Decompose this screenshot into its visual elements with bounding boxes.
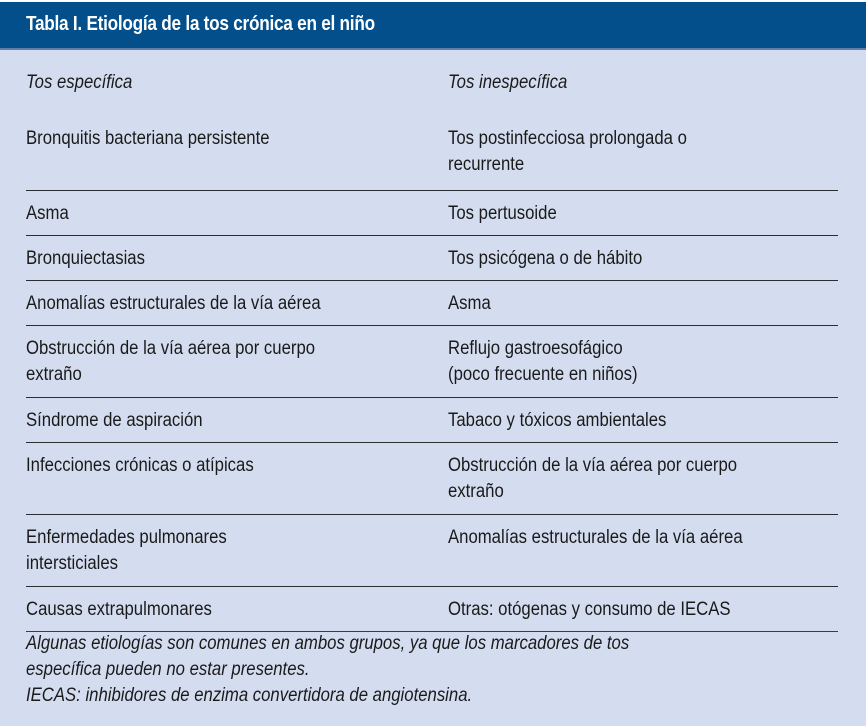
cell-specific: Bronquitis bacteriana persistente (26, 128, 270, 149)
table-row (26, 236, 838, 281)
table-row (26, 281, 838, 326)
cell-nonspecific: Tos psicógena o de hábito (448, 248, 643, 269)
table-footnote: Algunas etiologías son comunes en ambos grupos, ya que los marcadores de tos específica pueden no estar presentes. IECAS: inhibidores de enzima convertidora de angiotensina. (26, 633, 630, 706)
cell-nonspecific: Tos pertusoide (448, 203, 557, 224)
column-header-specific: Tos específica (26, 72, 133, 93)
cell-nonspecific: Tos postinfecciosa prolongada o recurrente (448, 128, 687, 175)
column-header-row (26, 64, 838, 102)
cell-specific: Bronquiectasias (26, 248, 145, 269)
table-row (26, 515, 838, 587)
cell-specific: Asma (26, 203, 69, 224)
column-header-nonspecific: Tos inespecífica (448, 72, 568, 93)
table-header-bar (0, 2, 866, 50)
cell-nonspecific: Asma (448, 293, 491, 314)
etiology-table (26, 64, 838, 632)
table-title: Tabla I. Etiología de la tos crónica en el niño (26, 13, 375, 35)
cell-nonspecific: Otras: otógenas y consumo de IECAS (448, 599, 731, 620)
cell-nonspecific: Tabaco y tóxicos ambientales (448, 410, 667, 431)
table-row (26, 587, 838, 632)
table-row (26, 398, 838, 443)
table-row (26, 326, 838, 398)
cell-nonspecific: Obstrucción de la vía aérea por cuerpo extraño (448, 455, 738, 502)
cell-nonspecific: Reflujo gastroesofágico (poco frecuente en niños) (448, 338, 638, 385)
cell-specific: Causas extrapulmonares (26, 599, 212, 620)
table-row (26, 191, 838, 236)
cell-specific: Infecciones crónicas o atípicas (26, 455, 254, 476)
cell-specific: Anomalías estructurales de la vía aérea (26, 293, 321, 314)
table-row (26, 443, 838, 515)
cell-specific: Enfermedades pulmonares intersticiales (26, 527, 227, 574)
cell-nonspecific: Anomalías estructurales de la vía aérea (448, 527, 743, 548)
cell-specific: Síndrome de aspiración (26, 410, 203, 431)
table-row (26, 102, 838, 191)
cell-specific: Obstrucción de la vía aérea por cuerpo extraño (26, 338, 316, 385)
